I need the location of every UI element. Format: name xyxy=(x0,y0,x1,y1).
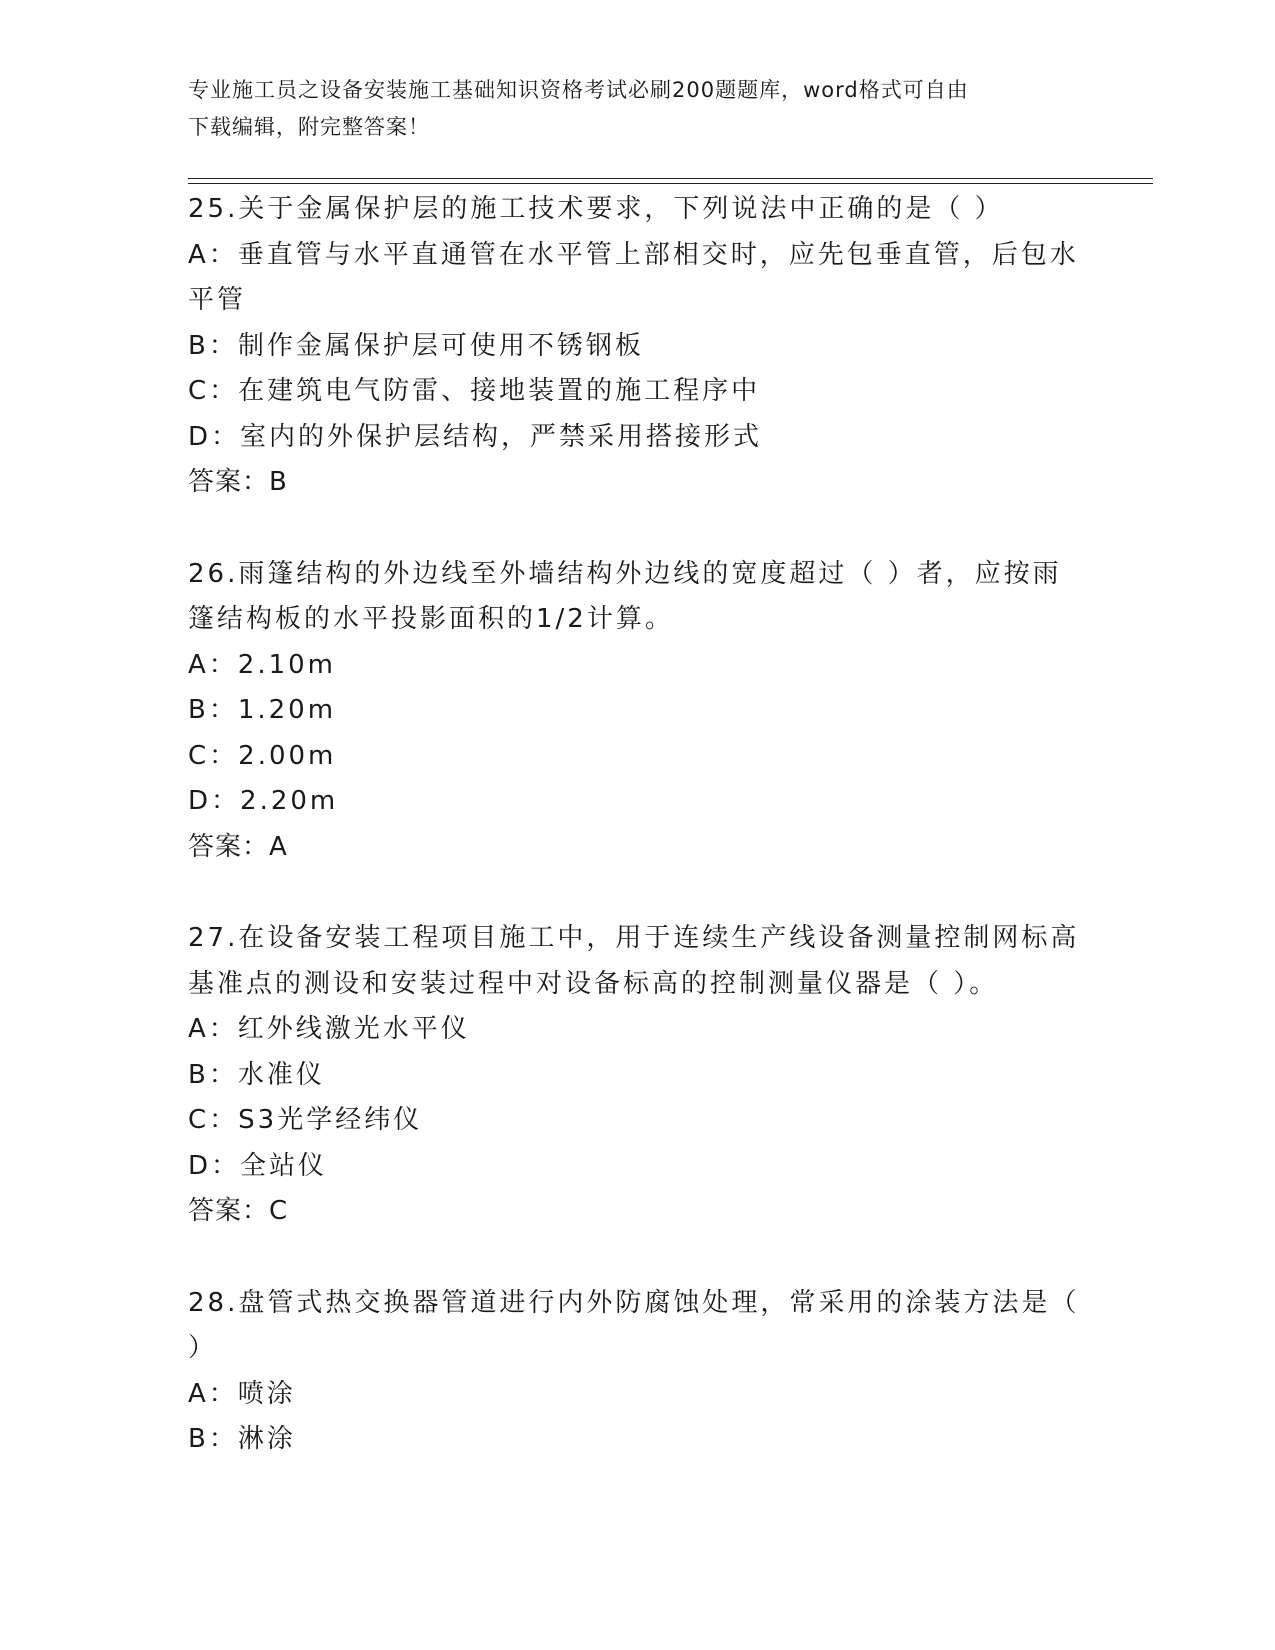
option-a-cont: 平管 xyxy=(188,285,247,315)
option-b: B：制作金属保护层可使用不锈钢板 xyxy=(188,330,644,361)
option-a: A：2.10m xyxy=(188,649,337,680)
answer: 答案：A xyxy=(188,831,288,862)
option-c: C：在建筑电气防雷、接地装置的施工程序中 xyxy=(188,376,761,406)
question-27 xyxy=(188,916,1088,1235)
question-list xyxy=(188,187,1088,1463)
option-a: A：红外线激光水平仪 xyxy=(188,1014,470,1044)
question-28 xyxy=(188,1281,1088,1463)
option-d: D：室内的外保护层结构，严禁采用搭接形式 xyxy=(188,421,763,452)
question-26 xyxy=(188,552,1088,871)
question-stem-cont: 基准点的测设和安装过程中对设备标高的控制测量仪器是（ ）。 xyxy=(188,968,999,999)
question-stem: 27.在设备安装工程项目施工中，用于连续生产线设备测量控制网标高 xyxy=(188,923,1080,953)
option-a: A：垂直管与水平直通管在水平管上部相交时，应先包垂直管，后包水 xyxy=(188,239,1079,270)
option-d: D：2.20m xyxy=(188,786,339,816)
option-c: C：S3光学经纬仪 xyxy=(188,1105,423,1135)
option-a: A：喷涂 xyxy=(188,1378,296,1409)
option-d: D：全站仪 xyxy=(188,1150,328,1181)
question-stem: 25.关于金属保护层的施工技术要求，下列说法中正确的是（ ） xyxy=(188,194,1004,224)
option-b: B：淋涂 xyxy=(188,1424,296,1454)
header-divider xyxy=(188,183,1153,184)
question-25 xyxy=(188,187,1088,506)
answer: 答案：C xyxy=(188,1196,289,1226)
option-b: B：水准仪 xyxy=(188,1059,325,1090)
header-line: 专业施工员之设备安装施工基础知识资格考试必刷200题题库，word格式可自由 xyxy=(188,78,969,102)
question-stem: 26.雨篷结构的外边线至外墙结构外边线的宽度超过（ ）者，应按雨 xyxy=(188,558,1062,589)
option-b: B：1.20m xyxy=(188,695,337,725)
answer: 答案：B xyxy=(188,467,288,497)
question-stem-cont: ） xyxy=(188,1333,218,1363)
header-divider xyxy=(188,178,1153,179)
document-header xyxy=(188,72,1068,146)
question-stem: 28.盘管式热交换器管道进行内外防腐蚀处理，常采用的涂装方法是（ xyxy=(188,1287,1080,1318)
header-line: 下载编辑，附完整答案！ xyxy=(188,115,430,139)
question-stem-cont: 篷结构板的水平投影面积的1/2计算。 xyxy=(188,604,674,634)
option-c: C：2.00m xyxy=(188,740,337,771)
